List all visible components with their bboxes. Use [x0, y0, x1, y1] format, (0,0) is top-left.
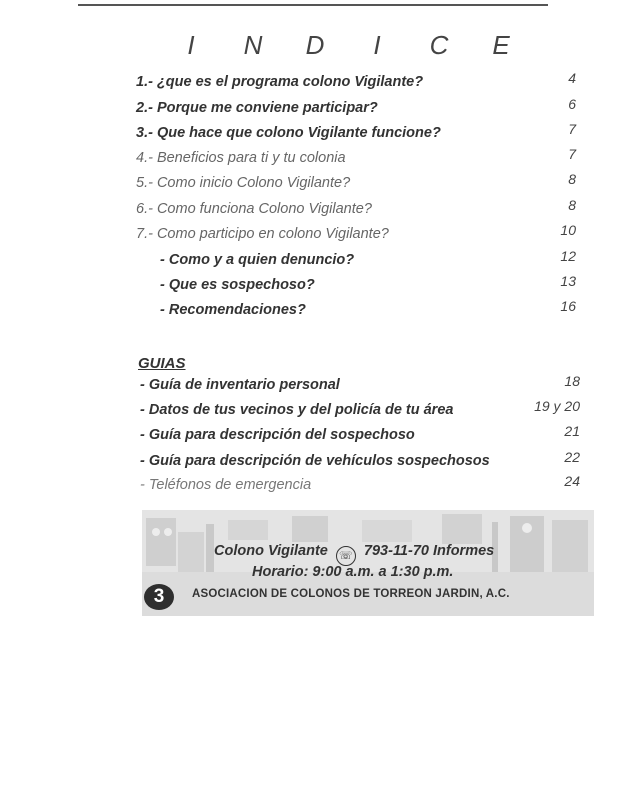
- toc-entry-page: 7: [568, 146, 576, 162]
- toc-entry-label: 5.- Como inicio Colono Vigilante?: [136, 175, 351, 191]
- phone-number: 793-11-70 Informes: [363, 543, 495, 559]
- title-letter: I: [187, 30, 195, 60]
- title-letter: C: [429, 30, 449, 60]
- phone-icon: ☏: [336, 546, 356, 566]
- guide-entry-page: 24: [564, 473, 580, 489]
- toc-subentry: [136, 298, 576, 326]
- toc-entry-page: 7: [568, 121, 576, 137]
- toc-entry-label: - Que es sospechoso?: [160, 277, 315, 293]
- guide-entry: [140, 473, 580, 501]
- toc-entry-label: - Recomendaciones?: [160, 302, 306, 318]
- program-name: Colono Vigilante: [214, 543, 328, 559]
- title-letter: I: [373, 30, 381, 60]
- toc-entry-page: 13: [560, 273, 576, 289]
- toc-entry-page: 8: [568, 197, 576, 213]
- guide-entry-label: - Guía de inventario personal: [140, 377, 340, 393]
- toc-entry: [136, 197, 576, 225]
- toc-entry-label: 7.- Como participo en colono Vigilante?: [136, 226, 389, 242]
- guide-entry-label: - Guía para descripción de vehículos sospechosos: [140, 453, 490, 469]
- guide-entry-label: - Teléfonos de emergencia: [140, 477, 312, 493]
- guide-entry-label: - Datos de tus vecinos y del policía de tu área: [140, 402, 454, 418]
- toc-entry-label: 4.- Beneficios para ti y tu colonia: [136, 150, 346, 166]
- toc-entry-page: 6: [568, 96, 576, 112]
- page-number-badge: 3: [144, 584, 174, 610]
- guide-entry-page: 18: [564, 373, 580, 389]
- guide-entry: [140, 449, 580, 477]
- guide-entry-label: - Guía para descripción del sospechoso: [140, 427, 415, 443]
- toc-entry-label: 2.- Porque me conviene participar?: [136, 100, 378, 116]
- title-letter: D: [305, 30, 325, 60]
- guide-entry-page: 19 y 20: [534, 398, 580, 414]
- guide-entry: [140, 423, 580, 451]
- top-rule: [78, 4, 548, 6]
- toc-subentry: [136, 273, 576, 301]
- toc-entry: [136, 121, 576, 149]
- guide-entry: [140, 398, 580, 426]
- title-letter: E: [492, 30, 510, 60]
- guide-entry-page: 21: [564, 423, 580, 439]
- toc-entry-page: 8: [568, 171, 576, 187]
- title-letter: N: [243, 30, 263, 60]
- toc-entry: [136, 222, 576, 250]
- guide-entry: [140, 373, 580, 401]
- toc-entry-label: 1.- ¿que es el programa colono Vigilante?: [136, 74, 424, 90]
- toc-entry-page: 10: [560, 222, 576, 238]
- toc-entry-page: 4: [568, 70, 576, 86]
- guias-heading: GUIAS: [138, 355, 186, 372]
- toc-entry: [136, 96, 576, 124]
- banner-contact-line: [214, 543, 494, 566]
- organization-name: ASOCIACION DE COLONOS DE TORREON JARDIN, A.C.: [192, 588, 510, 600]
- toc-subentry: [136, 248, 576, 276]
- toc-entry-label: - Como y a quien denuncio?: [160, 252, 355, 268]
- toc-entry-label: 3.- Que hace que colono Vigilante funcione?: [136, 125, 441, 141]
- toc-entry-page: 16: [560, 298, 576, 314]
- toc-entry: [136, 146, 576, 174]
- page-title: [160, 30, 532, 61]
- toc-entry: [136, 70, 576, 98]
- toc-entry-page: 12: [560, 248, 576, 264]
- office-hours: Horario: 9:00 a.m. a 1:30 p.m.: [252, 564, 454, 580]
- toc-entry: [136, 171, 576, 199]
- guide-entry-page: 22: [564, 449, 580, 465]
- footer-banner: [142, 510, 594, 616]
- toc-entry-label: 6.- Como funciona Colono Vigilante?: [136, 201, 372, 217]
